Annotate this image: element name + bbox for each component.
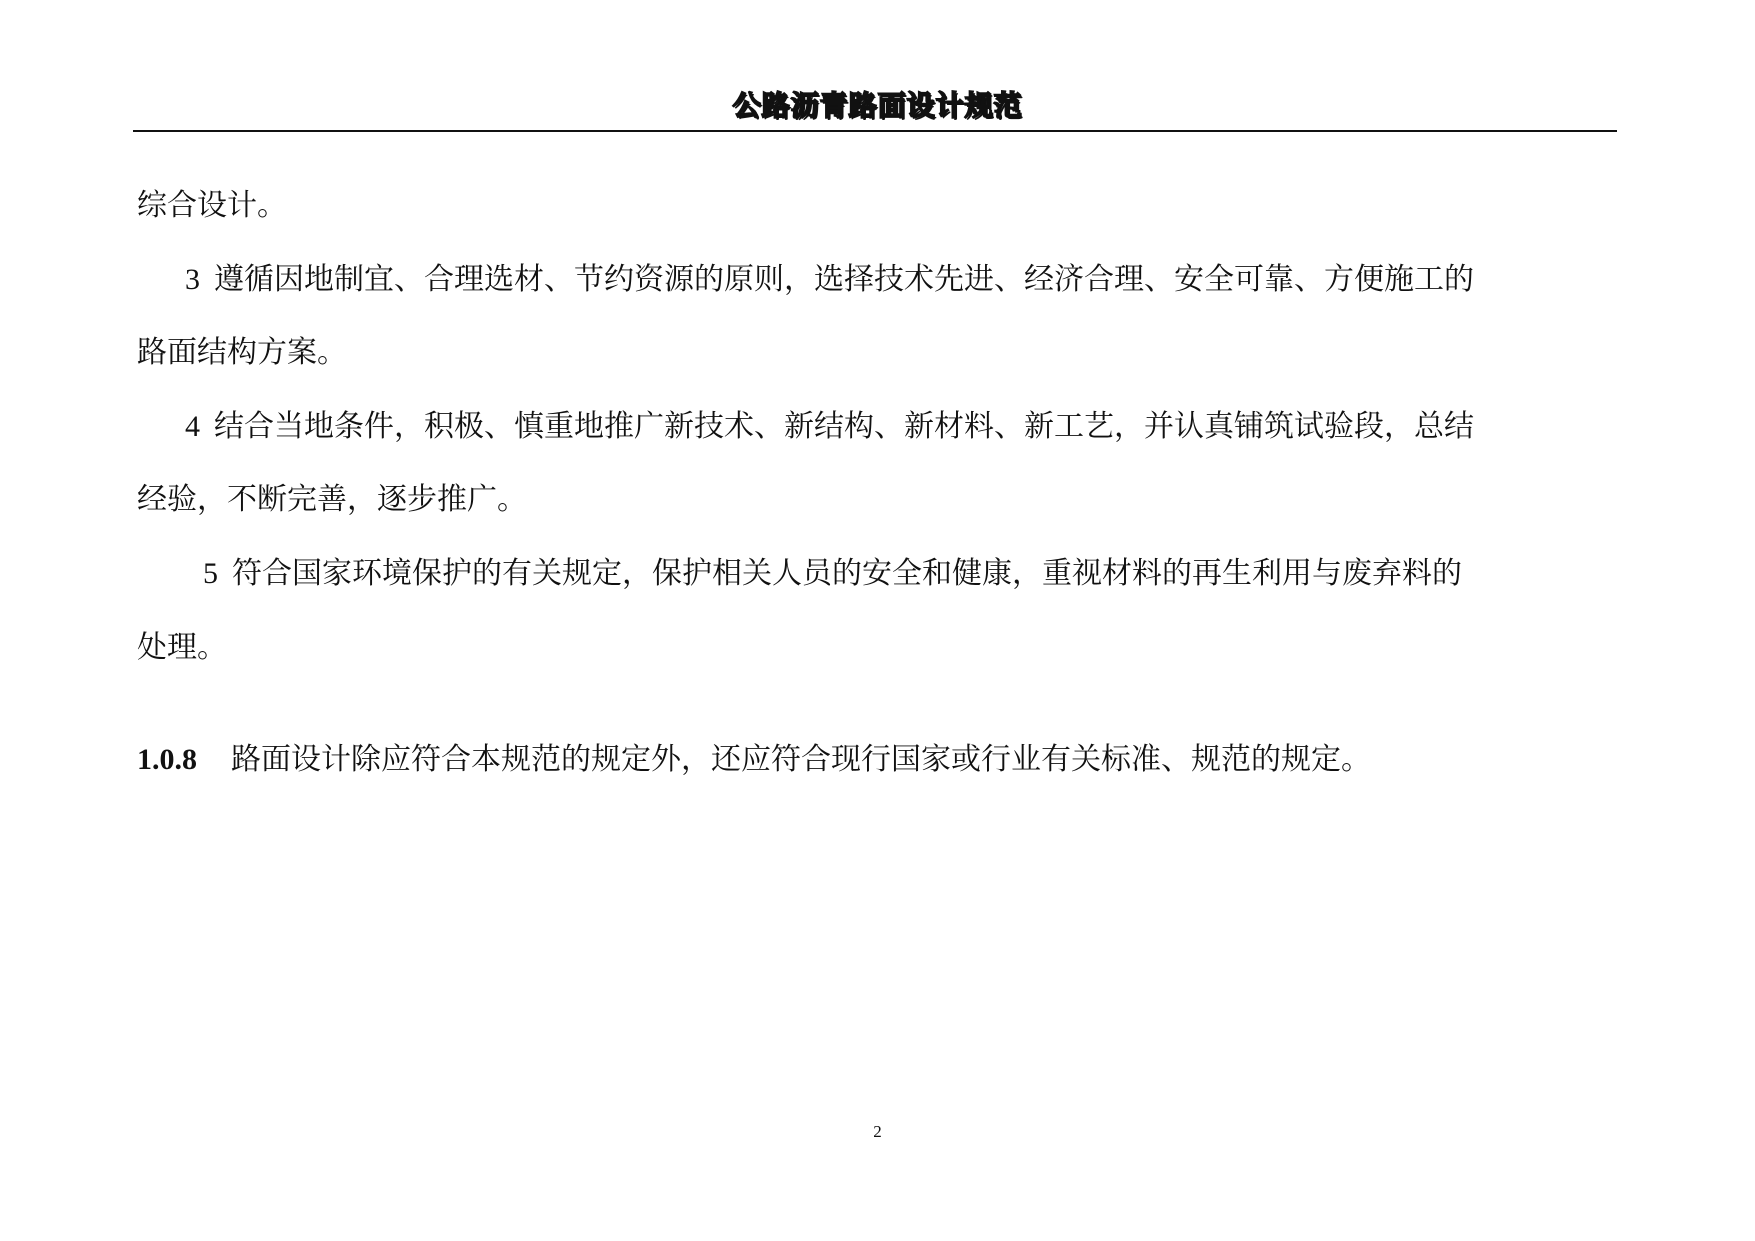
item-5-line-2: 处理。: [137, 630, 227, 665]
item-3-line-2: 路面结构方案。: [137, 335, 347, 370]
item-4-number: 4: [185, 410, 200, 443]
clause-1-0-8: [137, 740, 1627, 780]
item-4-text: 结合当地条件，积极、慎重地推广新技术、新结构、新材料、新工艺，并认真铺筑试验段，总结: [214, 409, 1474, 444]
clause-text: 路面设计除应符合本规范的规定外，还应符合现行国家或行业有关标准、规范的规定。: [231, 742, 1371, 777]
page-number: 2: [873, 1122, 882, 1141]
item-5-line-1: [137, 554, 1627, 594]
header-rule: [133, 130, 1617, 132]
line-1: 综合设计。: [137, 188, 287, 223]
item-5-number: 5: [203, 557, 218, 590]
running-header-title: 公路沥青路面设计规范: [732, 89, 1023, 122]
item-3-line-1: [137, 260, 1627, 300]
item-5-text: 符合国家环境保护的有关规定，保护相关人员的安全和健康，重视材料的再生利用与废弃料的: [232, 556, 1462, 591]
clause-number: 1.0.8: [137, 743, 197, 776]
item-3-text: 遵循因地制宜、合理选材、节约资源的原则，选择技术先进、经济合理、安全可靠、方便施工的: [214, 262, 1474, 297]
item-3-number: 3: [185, 263, 200, 296]
item-4-line-2: 经验，不断完善，逐步推广。: [137, 482, 527, 517]
item-4-line-1: [137, 407, 1627, 447]
